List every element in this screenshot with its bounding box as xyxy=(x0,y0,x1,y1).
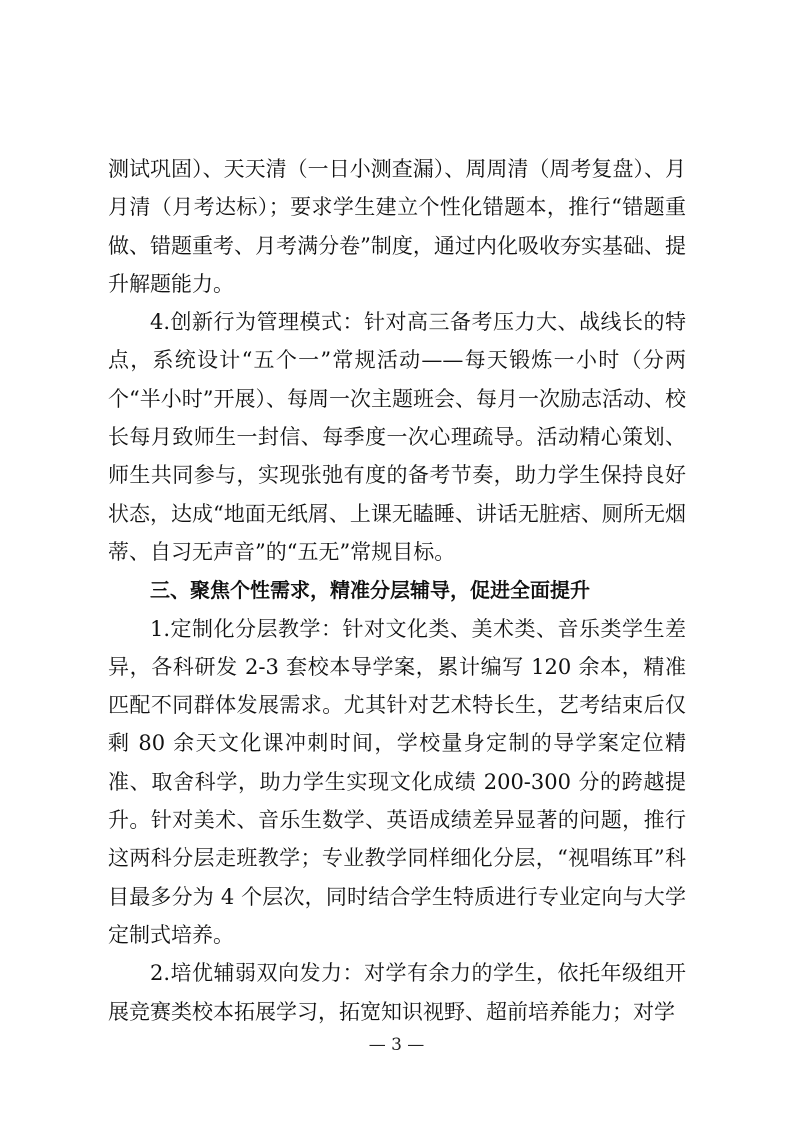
paragraph-enrichment-support: 2.培优辅弱双向发力：对学有余力的学生，依托年级组开展竞赛类校本拓展学习，拓宽知识视野、超前培养能力；对学 xyxy=(108,961,686,1024)
paragraph-behavior-management: 4.创新行为管理模式：针对高三备考压力大、战线长的特点，系统设计“五个一”常规活动——每天锻炼一小时（分两个“半小时”开展）、每周一次主题班会、每月一次励志活动、校长每月致师生一封信、每季度一次心理疏导。活动精心策划、师生共同参与，实现张弛有度的备考节奏，助力学生保持良好状态，达成“地面无纸屑、上课无瞌睡、讲话无脏痞、厕所无烟蒂、自习无声音”的“五无”常规目标。 xyxy=(108,310,686,564)
body-text xyxy=(108,150,686,1031)
page-number: — 3 — xyxy=(368,1035,425,1055)
paragraph-continuation: 测试巩固）、天天清（一日小测查漏）、周周清（周考复盘）、月月清（月考达标）；要求学生建立个性化错题本，推行“错题重做、错题重考、月考满分卷”制度，通过内化吸收夯实基础、提升解题能力。 xyxy=(108,157,686,296)
section-heading-3: 三、聚焦个性需求，精准分层辅导，促进全面提升 xyxy=(150,578,590,603)
paragraph-tiered-teaching: 1.定制化分层教学：针对文化类、美术类、音乐类学生差异，各科研发 2-3 套校本导学案，累计编写 120 余本，精准匹配不同群体发展需求。尤其针对艺术特长生，艺考结束后仅剩 80 余天文化课冲刺时间，学校量身定制的导学案定位精准、取舍科学，助力学生实现文化成绩 200-300 分的跨越提升。针对美术、音乐生数学、英语成绩差异显著的问题，推行这两科分层走班教学；专业教学同样细化分层，“视唱练耳”科目最多分为 4 个层次，同时结合学生特质进行专业定向与大学定制式培养。 xyxy=(108,616,686,947)
